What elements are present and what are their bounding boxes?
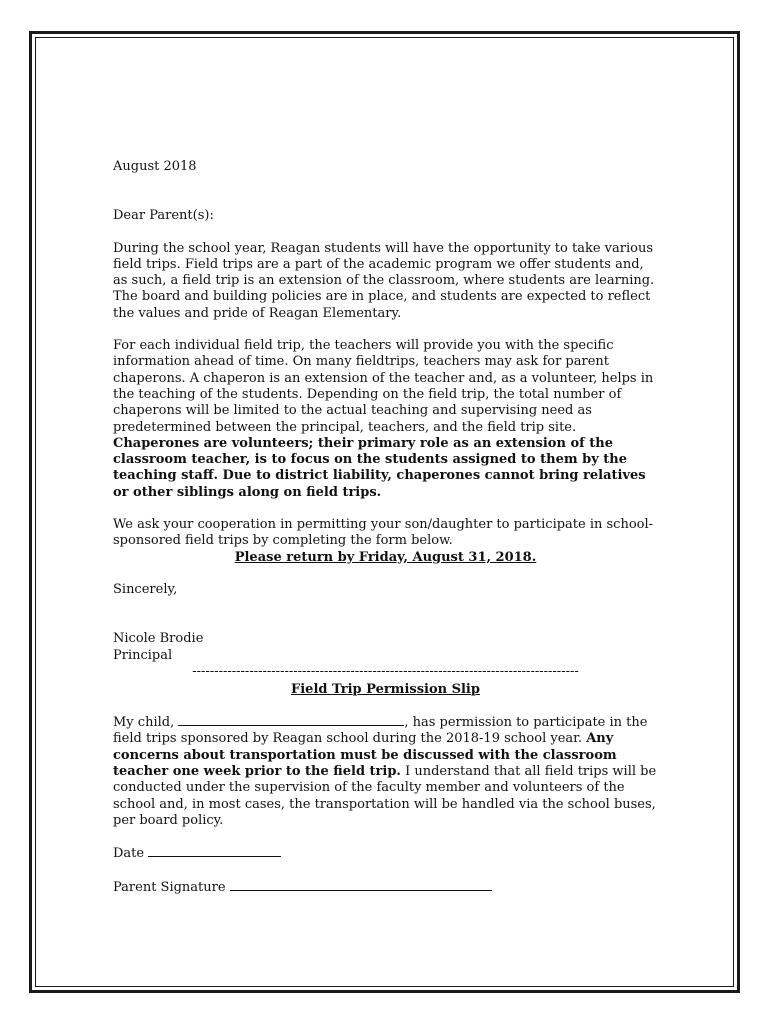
closing: Sincerely, (113, 581, 178, 597)
date-field (113, 845, 658, 862)
slip-title: Field Trip Permission Slip (291, 681, 480, 697)
date-blank[interactable] (148, 845, 281, 857)
paragraph-chaperons (113, 338, 658, 501)
slip-permission-text (113, 714, 658, 829)
chaperon-info-text: For each individual field trip, the teachers will provide you with the specific information ahead of time. On many fieldtrips, teachers may ask for parent chaperons. A chaperon is an extension of the teacher and, as a volunteer, helps in the teaching of the students. Depending on the field trip, the total number of chaperons will be limited to the actual teaching and supervising need as predetermined between the principal, teachers, and the field trip site. (113, 338, 654, 435)
signer-title: Principal (113, 647, 173, 663)
return-deadline: Please return by Friday, August 31, 2018. (234, 549, 537, 565)
chaperon-policy-text: Chaperones are volunteers; their primary role as an extension of the classroom teacher, is to focus on the students assigned to them by the teaching staff. Due to district liability, chaperones cannot bring relatives or other siblings along on field trips. (113, 435, 646, 500)
child-suffix: , has permission to participate in the field trips sponsored by Reagan school during the 2018-19 school year. (113, 715, 648, 747)
signature-label: Parent Signature (113, 879, 230, 895)
child-name-blank[interactable] (178, 714, 404, 726)
letter-date: August 2018 (113, 159, 197, 174)
cut-line: ---------------------------------------------------------------------------------------- (192, 665, 579, 678)
supervision-text: I understand that all field trips will be conducted under the supervision of the faculty member and volunteers of the school and, in most cases, the transportation will be handled via the school buses, per board policy. (113, 764, 657, 828)
date-label: Date (113, 846, 149, 862)
letter-body (113, 159, 658, 896)
paragraph-cooperation: We ask your cooperation in permitting your son/daughter to participate in school-sponsored field trips by completing the form below. (113, 517, 654, 549)
signer-name: Nicole Brodie (113, 631, 204, 647)
paragraph-intro: During the school year, Reagan students will have the opportunity to take various field trips. Field trips are a part of the academic program we offer students and, as such, a field trip is an extension of the classroom, where students are learning. The board and building policies are in place, and students are expected to reflect the values and pride of Reagan Elementary. (113, 240, 655, 321)
signature-blank[interactable] (230, 879, 492, 891)
child-prefix: My child, (113, 715, 179, 731)
signature-field (113, 879, 658, 896)
salutation: Dear Parent(s): (113, 208, 214, 224)
transportation-notice: Any concerns about transportation must be discussed with the classroom teacher one week prior to the field trip. (113, 731, 617, 780)
